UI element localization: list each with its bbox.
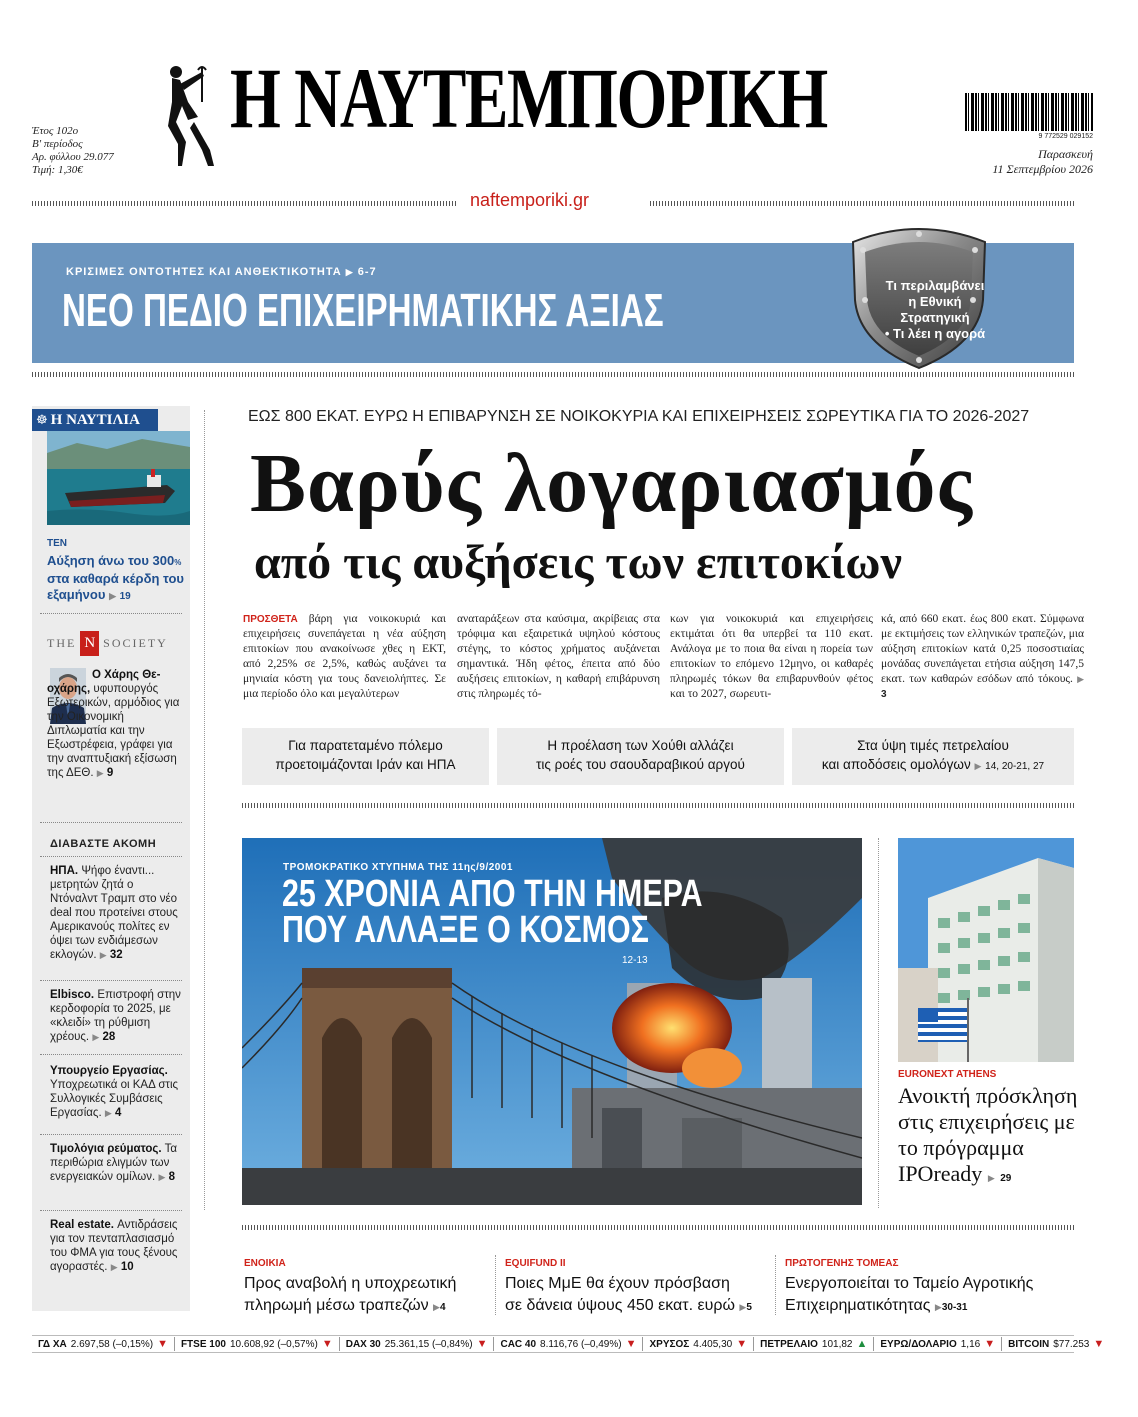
divider: [32, 372, 1074, 377]
lead-kicker: ΕΩΣ 800 ΕΚΑΤ. ΕΥΡΩ Η ΕΠΙΒΑΡΥΝΣΗ ΣΕ ΝΟΙΚΟΚΥΡΙΑ ΚΑΙ ΕΠΙΧΕΙΡΗΣΕΙΣ ΣΩΡΕΥΤΙΚΑ ΓΙΑ ΤΟ 2026-2027: [248, 408, 1030, 425]
teaser-line: τις ροές του σαουδαραβικού αργού: [536, 757, 745, 772]
barcode-number: 9 772529 029152: [1038, 133, 1093, 140]
lead-word: ΠΡΟΣΘΕΤΑ: [243, 614, 298, 625]
banner-title: ΝΕΟ ΠΕΔΙΟ ΕΠΙΧΕΙΡΗΜΑΤΙΚΗΣ ΑΞΙΑΣ: [62, 284, 664, 336]
bottom-story-line: Προς αναβολή η υποχρεωτική: [244, 1275, 457, 1292]
story-text: Τα περιθώρια ελιγμών των ενεργειακών ομίλων.: [50, 1143, 178, 1183]
divider: [242, 1225, 1074, 1230]
bottom-story[interactable]: [785, 1273, 1033, 1319]
society-name: Ο Χάρης Θε-οχάρης,: [47, 669, 161, 695]
ticker-item: [32, 1337, 175, 1351]
ticker-item: [494, 1337, 643, 1351]
feature-pages: 12-13: [622, 955, 648, 966]
down-arrow-icon: ▼: [476, 1338, 488, 1350]
ticker-item: [340, 1337, 495, 1351]
banner-kicker: [66, 266, 377, 278]
ten-kicker: TEN: [47, 538, 67, 549]
bottom-story-line: πληρωμή μέσω τραπεζών: [244, 1297, 429, 1314]
lead-body-column: [457, 612, 660, 702]
arrow-icon: ▶: [104, 1108, 112, 1118]
sidebar-story[interactable]: [50, 988, 184, 1044]
society-word: SOCIETY: [103, 635, 168, 650]
ticker-label: FTSE 100: [180, 1338, 226, 1350]
divider: [40, 1134, 182, 1135]
arrow-icon: ▶: [158, 1172, 166, 1182]
divider: [40, 1210, 182, 1211]
lead-body-column: [881, 612, 1084, 702]
ticker-value: 2.697,58 (–0,15%): [70, 1338, 154, 1350]
issue-info: [32, 125, 114, 177]
down-arrow-icon: ▼: [625, 1338, 637, 1350]
euronext-page: 29: [1000, 1173, 1012, 1184]
divider: [40, 1054, 182, 1055]
divider: [40, 856, 182, 857]
arrow-icon: ▶: [934, 1302, 942, 1312]
bank-building-photo[interactable]: [898, 838, 1074, 1062]
ticker-item: [754, 1337, 874, 1351]
sidebar-story[interactable]: [50, 864, 184, 962]
lead-col3: κων για νοικοκυριά και επιχειρήσεις εκτιμάται ότι θα υπερβεί τα 110 εκατ. Ανάλογα με το ποια θα είναι η πορεία των επιτοκίων το επόμενο 12μηνο, οι καθαρές πληρωμές τόκων θα επιβαρυνθούν φέτος και το 2027, σωρευτι-: [670, 613, 873, 700]
story-text: Αντιδράσεις για τον πενταπλασιασμό του ΦΜΑ για τους ξένους αγοραστές.: [50, 1219, 178, 1273]
story-lead: ΗΠΑ.: [50, 865, 79, 877]
feature-title: [282, 873, 703, 951]
ticker-label: ΕΥΡΩ/ΔΟΛΑΡΙΟ: [880, 1338, 957, 1350]
story-page: 28: [102, 1031, 116, 1043]
down-arrow-icon: ▼: [1093, 1338, 1105, 1350]
ten-page: 19: [119, 591, 131, 602]
ticker-value: 10.608,92 (–0,57%): [229, 1338, 318, 1350]
feature-kicker: ΤΡΟΜΟΚΡΑΤΙΚΟ ΧΤΥΠΗΜΑ ΤΗΣ 11ης/9/2001: [283, 862, 513, 873]
lead-page: 3: [881, 689, 887, 700]
ticker-value: 8.116,76 (–0,49%): [540, 1338, 622, 1350]
issue-number: Αρ. φύλλου 29.077: [32, 151, 114, 163]
bottom-story-line: Επιχειρηματικότητας: [785, 1297, 931, 1314]
teaser-box[interactable]: [792, 728, 1074, 785]
ticker-value: 25.361,15 (–0,84%): [384, 1338, 473, 1350]
vertical-divider: [775, 1255, 776, 1315]
divider: [32, 201, 457, 206]
read-more-heading: ΔΙΑΒΑΣΤΕ ΑΚΟΜΗ: [50, 838, 157, 850]
bottom-story-line: Ποιες ΜμΕ θα έχουν πρόσβαση: [505, 1275, 730, 1292]
ticker-label: CAC 40: [500, 1338, 537, 1350]
society-n: N: [80, 631, 99, 656]
banner-kicker-text: ΚΡΙΣΙΜΕΣ ΟΝΤΟΤΗΤΕΣ ΚΑΙ ΑΝΘΕΚΤΙΚΟΤΗΤΑ: [66, 266, 342, 278]
bottom-story-kicker: ΠΡΩΤΟΓΕΝΗΣ ΤΟΜΕΑΣ: [785, 1258, 899, 1269]
ticker-item: [874, 1337, 1002, 1351]
feature-title-line: ΠΟΥ ΑΛΛΑΞΕ Ο ΚΟΣΜΟΣ: [282, 909, 649, 951]
society-logo: [47, 628, 190, 658]
lead-subhead: από τις αυξήσεις των επιτοκίων: [254, 536, 902, 589]
teaser-line: Η προέλαση των Χούθι αλλάζει: [547, 738, 734, 753]
market-ticker: [32, 1335, 1105, 1353]
ticker-label: ΓΔ ΧΑ: [38, 1338, 67, 1350]
bottom-story-page: 5: [746, 1302, 752, 1313]
story-text: Ψήφο έναντι... μετρητών ζητά ο Ντόναλντ Τραμπ στο νέο deal που προτείνει στους Αμερικανούς πολίτες εν όψει των ενδιάμεσων εκλογών.: [50, 865, 178, 961]
up-arrow-icon: ▲: [856, 1338, 868, 1350]
vertical-divider: [204, 410, 205, 1210]
ten-pct: %: [174, 558, 182, 567]
banner-pages: 6-7: [357, 266, 377, 278]
divider: [40, 980, 182, 981]
bottom-story-page: 4: [439, 1302, 446, 1313]
ticker-label: BITCOIN: [1008, 1338, 1050, 1350]
naftilia-label: Η ΝΑΥΤΙΛΙΑ: [50, 411, 140, 428]
issue-year: Έτος 102ο: [32, 125, 79, 137]
lead-body-column: [670, 612, 873, 702]
euronext-story[interactable]: [898, 1083, 1078, 1192]
bottom-story[interactable]: [244, 1273, 456, 1319]
story-page: 32: [109, 949, 123, 961]
teaser-pages: 14, 20-21, 27: [985, 761, 1045, 772]
society-the: THE: [47, 635, 77, 650]
ticker-value: $77.253: [1053, 1338, 1090, 1350]
shield-line: Στρατηγική: [900, 310, 970, 325]
divider: [40, 822, 182, 823]
shield-line: Τι περιλαμβάνει: [885, 278, 985, 293]
story-page: 10: [120, 1261, 134, 1273]
teaser-box[interactable]: [497, 728, 784, 785]
ticker-value: 1,16: [960, 1338, 981, 1350]
story-text: Επιστροφή στην κερδοφορία το 2025, με «κλειδί» τη ρύθμιση χρέους.: [50, 989, 181, 1043]
sidebar-story[interactable]: [50, 1142, 184, 1184]
society-page: 9: [106, 767, 114, 779]
ten-story[interactable]: [47, 553, 190, 605]
arrow-icon: ▶: [987, 1173, 995, 1183]
tanker-photo: [47, 431, 190, 525]
teaser-box[interactable]: [242, 728, 489, 785]
vertical-divider: [495, 1255, 496, 1315]
ticker-item: [175, 1337, 340, 1351]
ticker-value: 101,82: [821, 1338, 853, 1350]
story-lead: Τιμολόγια ρεύματος.: [50, 1143, 162, 1155]
bottom-story-line: Ενεργοποιείται το Ταμείο Αγροτικής: [785, 1275, 1034, 1292]
sidebar-story[interactable]: [50, 1064, 184, 1120]
bottom-story-line: σε δάνεια ύψους 450 εκατ. ευρώ: [505, 1297, 735, 1314]
society-text: υφυπουργός Εξωτερικών, αρμόδιος για την Οικονομική Διπλωματία και την Εξωστρέφεια, γράφει για την αναπτυξιακή εξίσωση της ΔΕΘ.: [47, 683, 180, 779]
ticker-label: DAX 30: [345, 1338, 381, 1350]
lead-col1: βάρη για νοικοκυριά και επιχειρήσεις συνεπάγεται η νέα αύξηση επιτοκίων που ανακοίνωσε χθες η ΕΚΤ, από 2,25% σε 2,5%, καθώς αυξάνει τα μηνιαία κόστη για τους δανειολήπτες. Σε μια περίοδο όλο και μεγαλύτερων: [243, 613, 447, 700]
ten-text: Αύξηση άνω του 300: [47, 553, 175, 568]
bottom-story[interactable]: [505, 1273, 752, 1319]
hermes-logo: [158, 62, 220, 172]
ship-wheel-icon: ☸: [36, 412, 48, 428]
barcode: [965, 93, 1093, 131]
lead-col4: κά, από 660 εκατ. έως 800 εκατ. Σύμφωνα με εκτιμήσεις των ελληνικών τραπεζών, μια αύξηση επιτοκίων κατά 0,25 ποσοστιαίας μονάδας συνεπάγεται ετήσια αύξηση 147,5 εκατ. των καθαρών εσόδων από τόκους.: [881, 613, 1084, 685]
issue-full-date: 11 Σεπτεμβρίου 2026: [992, 162, 1093, 176]
society-story[interactable]: [47, 668, 184, 780]
arrow-icon: ▶: [433, 1302, 440, 1312]
shield-text: [860, 278, 1010, 342]
arrow-icon: ▶: [99, 950, 107, 960]
issue-period: Β' περίοδος: [32, 138, 83, 150]
ten-text2: στα καθαρά κέρδη του εξαμήνου: [47, 571, 184, 602]
down-arrow-icon: ▼: [157, 1338, 168, 1350]
issue-price: Τιμή: 1,30€: [32, 164, 83, 176]
feature-title-line: 25 ΧΡΟΝΙΑ ΑΠΟ ΤΗΝ ΗΜΕΡΑ: [282, 873, 703, 915]
masthead-title: Η ΝΑΥΤΕΜΠΟΡΙΚΗ: [230, 50, 827, 146]
site-url-link[interactable]: naftemporiki.gr: [470, 190, 590, 210]
arrow-icon: ▶: [96, 768, 104, 778]
divider: [650, 201, 1074, 206]
down-arrow-icon: ▼: [984, 1338, 996, 1350]
sidebar-story[interactable]: [50, 1218, 184, 1274]
story-lead: Elbisco.: [50, 989, 95, 1001]
issue-date: [992, 147, 1093, 177]
arrow-icon: ▶: [345, 267, 354, 277]
ticker-value: 4.405,30: [693, 1338, 733, 1350]
divider: [40, 613, 182, 614]
lead-body-column: [243, 612, 446, 702]
arrow-icon: ▶: [974, 761, 982, 771]
story-page: 8: [168, 1171, 175, 1183]
arrow-icon: ▶: [1077, 674, 1085, 684]
lead-headline[interactable]: Βαρύς λογαριασμός: [250, 437, 973, 530]
ticker-label: ΠΕΤΡΕΛΑΙΟ: [760, 1338, 818, 1350]
arrow-icon: ▶: [110, 1262, 118, 1272]
arrow-icon: ▶: [739, 1302, 747, 1312]
teaser-line: και αποδόσεις ομολόγων: [821, 757, 971, 772]
teaser-line: Στα ύψη τιμές πετρελαίου: [857, 738, 1009, 753]
story-lead: Υπουργείο Εργασίας.: [50, 1065, 168, 1077]
bottom-story-page: 30-31: [941, 1302, 968, 1313]
story-lead: Real estate.: [50, 1219, 114, 1231]
naftilia-badge[interactable]: [32, 409, 158, 431]
ticker-label: ΧΡΥΣΟΣ: [649, 1338, 690, 1350]
euronext-kicker: EURONEXT ATHENS: [898, 1069, 997, 1080]
shield-line: η Εθνική: [908, 294, 962, 309]
bottom-story-kicker: EQUIFUND II: [505, 1258, 566, 1269]
arrow-icon: ▶: [92, 1032, 100, 1042]
issue-weekday: Παρασκευή: [1038, 147, 1093, 161]
teaser-line: προετοιμάζονται Ιράν και ΗΠΑ: [275, 757, 456, 772]
euronext-title: Ανοικτή πρόσκληση στις επιχειρήσεις με το πρόγραμμα IPOready: [898, 1083, 1078, 1186]
divider: [242, 803, 1074, 808]
story-text: Υποχρεωτικά οι ΚΑΔ στις Συλλογικές Συμβάσεις Εργασίας.: [50, 1079, 179, 1119]
shield-line: • Τι λέει η αγορά: [884, 326, 986, 341]
story-page: 4: [114, 1107, 122, 1119]
down-arrow-icon: ▼: [736, 1338, 748, 1350]
vertical-divider: [878, 838, 879, 1208]
ticker-item: [643, 1337, 754, 1351]
ticker-item: [1002, 1337, 1110, 1351]
lead-col2: αναταράξεων στα καύσιμα, ακρίβειας στα τρόφιμα και εξαιρετικά υψηλού κόστους στέγης, το κόστος χρήματος αυξάνεται σημαντικά. Ήδη φέτος, έπειτα από δύο αυξήσεις επιτοκίων, η καθαρή επιβάρυνση στις πληρωμές τό-: [457, 613, 660, 700]
bottom-story-kicker: ΕΝΟΙΚΙΑ: [244, 1258, 286, 1269]
down-arrow-icon: ▼: [321, 1338, 333, 1350]
teaser-line: Για παρατεταμένο πόλεμο: [288, 738, 443, 753]
arrow-icon: ▶: [109, 591, 116, 601]
